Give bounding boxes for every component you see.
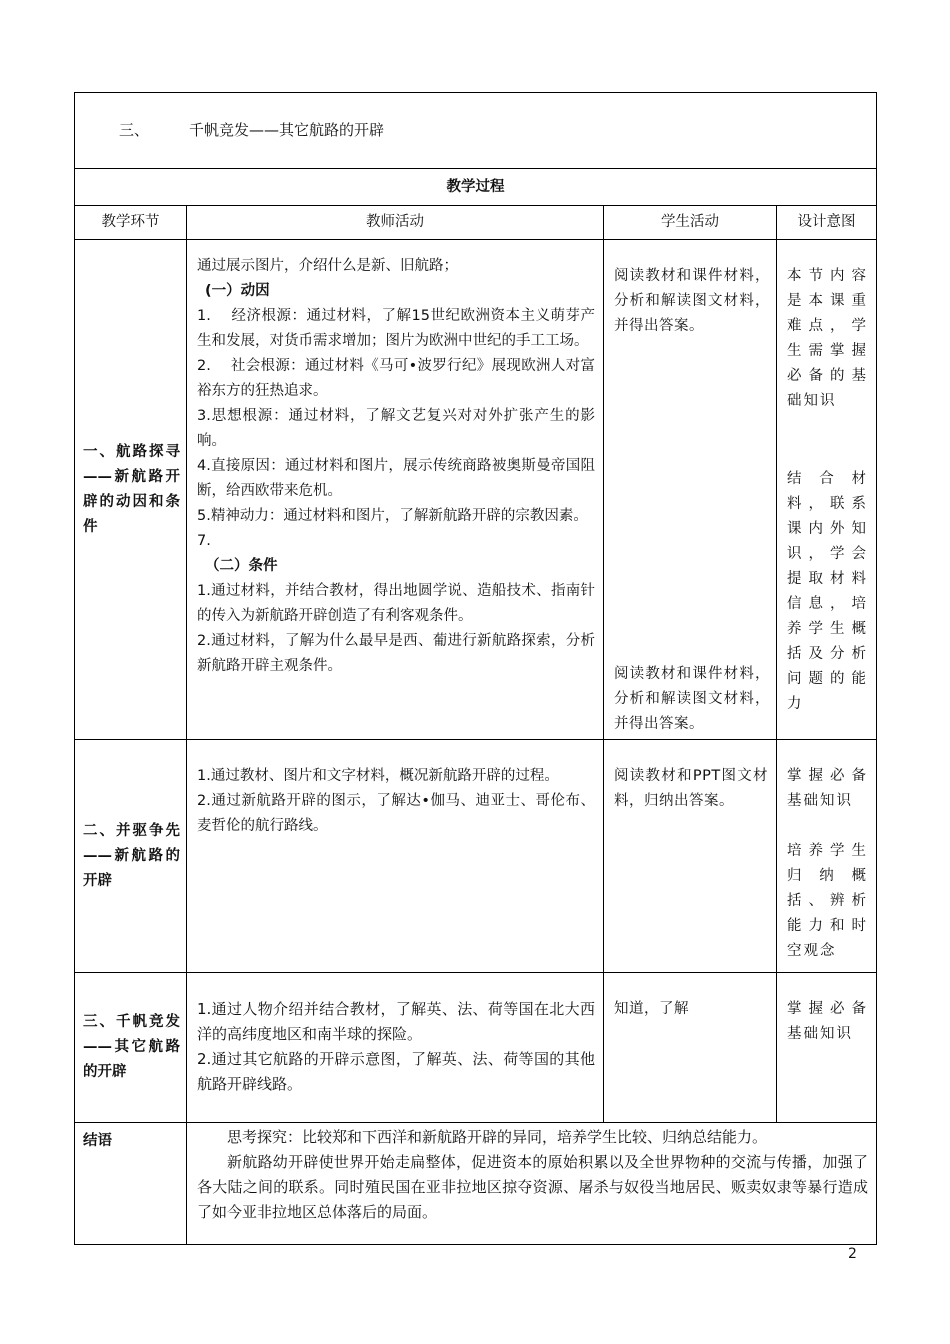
student-activity-cell: 知道，了解 [604, 973, 777, 1123]
list-item: 1.通过教材、图片和文字材料，概况新航路开辟的过程。 [197, 768, 559, 784]
list-item: 7. [197, 533, 211, 549]
lesson-plan-table [74, 92, 877, 1245]
conclusion-paragraph: 新航路幼开辟使世界开始走扁整体，促进资本的原始积累以及全世界物种的交流与传播，加强了各大陆之间的联系。同时殖民国在亚非拉地区掠夺资源、屠杀与奴役当地居民、贩卖奴隶等暴行造成了如今亚非拉地区总体落后的局面。 [197, 1153, 869, 1221]
column-header-design: 设计意图 [777, 206, 877, 240]
list-item: 3.思想根源：通过材料，了解文艺复兴对对外扩张产生的影响。 [197, 408, 595, 449]
design-intent-cell [777, 240, 877, 740]
design-intent-text: 培养学生归纳概括、辨析能力和时空观念 [787, 843, 869, 959]
column-header-student: 学生活动 [604, 206, 777, 240]
table-row [75, 740, 877, 973]
table-row [75, 240, 877, 740]
subheading-conditions: （二）条件 [205, 558, 278, 574]
teacher-activity-cell [187, 240, 604, 740]
list-item: 1.通过材料，并结合教材，得出地圆学说、造船技术、指南针的传入为新航路开辟创造了有利客观条件。 [197, 583, 595, 624]
design-intent-cell: 掌握必备基础知识 [777, 973, 877, 1123]
teacher-intro: 通过展示图片，介绍什么是新、旧航路； [197, 258, 458, 274]
list-item: 2.通过新航路开辟的图示，了解达•伽马、迪亚士、哥伦布、麦哲伦的航行路线。 [197, 793, 595, 834]
section-title: 千帆竞发——其它航路的开辟 [189, 121, 385, 139]
table-row [75, 973, 877, 1123]
list-item: 2.通过其它航路的开辟示意图，了解英、法、荷等国的其他航路开辟线路。 [197, 1050, 595, 1093]
design-intent-text: 本节内容是本课重难点，学生需掌握必备的基础知识 [787, 268, 869, 409]
teaching-process-heading: 教学过程 [75, 169, 877, 206]
column-header-teacher: 教师活动 [187, 206, 604, 240]
list-item: 2. 社会根源：通过材料《马可•波罗行纪》展现欧洲人对富裕东方的狂热追求。 [197, 358, 595, 399]
column-header-stage: 教学环节 [75, 206, 187, 240]
student-activity-text: 阅读教材和课件材料，分析和解读图文材料，并得出答案。 [614, 666, 770, 732]
list-item: 1.通过人物介绍并结合教材，了解英、法、荷等国在北大西洋的高纬度地区和南半球的探险。 [197, 1000, 595, 1043]
stage-cell: 三、千帆竞发——其它航路的开辟 [75, 973, 187, 1123]
conclusion-text-cell [187, 1123, 877, 1245]
stage-cell: 二、并驱争先——新航路的开辟 [75, 740, 187, 973]
subheading-causes: (一）动因 [205, 283, 270, 299]
list-item: 5.精神动力：通过材料和图片，了解新航路开辟的宗教因素。 [197, 508, 588, 524]
section-title-cell [75, 93, 877, 169]
design-intent-cell [777, 740, 877, 973]
student-activity-text: 阅读教材和课件材料，分析和解读图文材料，并得出答案。 [614, 268, 770, 334]
table-row [75, 1123, 877, 1245]
teacher-activity-cell [187, 740, 604, 973]
list-item: 4.直接原因：通过材料和图片，展示传统商路被奥斯曼帝国阻断，给西欧带来危机。 [197, 458, 595, 499]
design-intent-text: 结合材料，联系课内外知识，学会提取材料信息，培养学生概括及分析问题的能力 [787, 471, 869, 712]
teacher-activity-cell [187, 973, 604, 1123]
student-activity-cell: 阅读教材和PPT图文材料，归纳出答案。 [604, 740, 777, 973]
conclusion-paragraph: 思考探究：比较郑和下西洋和新航路开辟的异同，培养学生比较、归纳总结能力。 [227, 1128, 768, 1146]
section-number: 三、 [119, 121, 150, 139]
list-item: 1. 经济根源：通过材料，了解15世纪欧洲资本主义萌芽产生和发展，对货币需求增加；图片为欧洲中世纪的手工工场。 [197, 308, 595, 349]
design-intent-text: 掌握必备基础知识 [787, 768, 869, 809]
page-number: 2 [848, 1246, 857, 1262]
student-activity-cell [604, 240, 777, 740]
stage-cell: 一、航路探寻——新航路开辟的动因和条件 [75, 240, 187, 740]
conclusion-label: 结语 [75, 1123, 187, 1245]
list-item: 2.通过材料，了解为什么最早是西、葡进行新航路探索，分析新航路开辟主观条件。 [197, 633, 595, 674]
